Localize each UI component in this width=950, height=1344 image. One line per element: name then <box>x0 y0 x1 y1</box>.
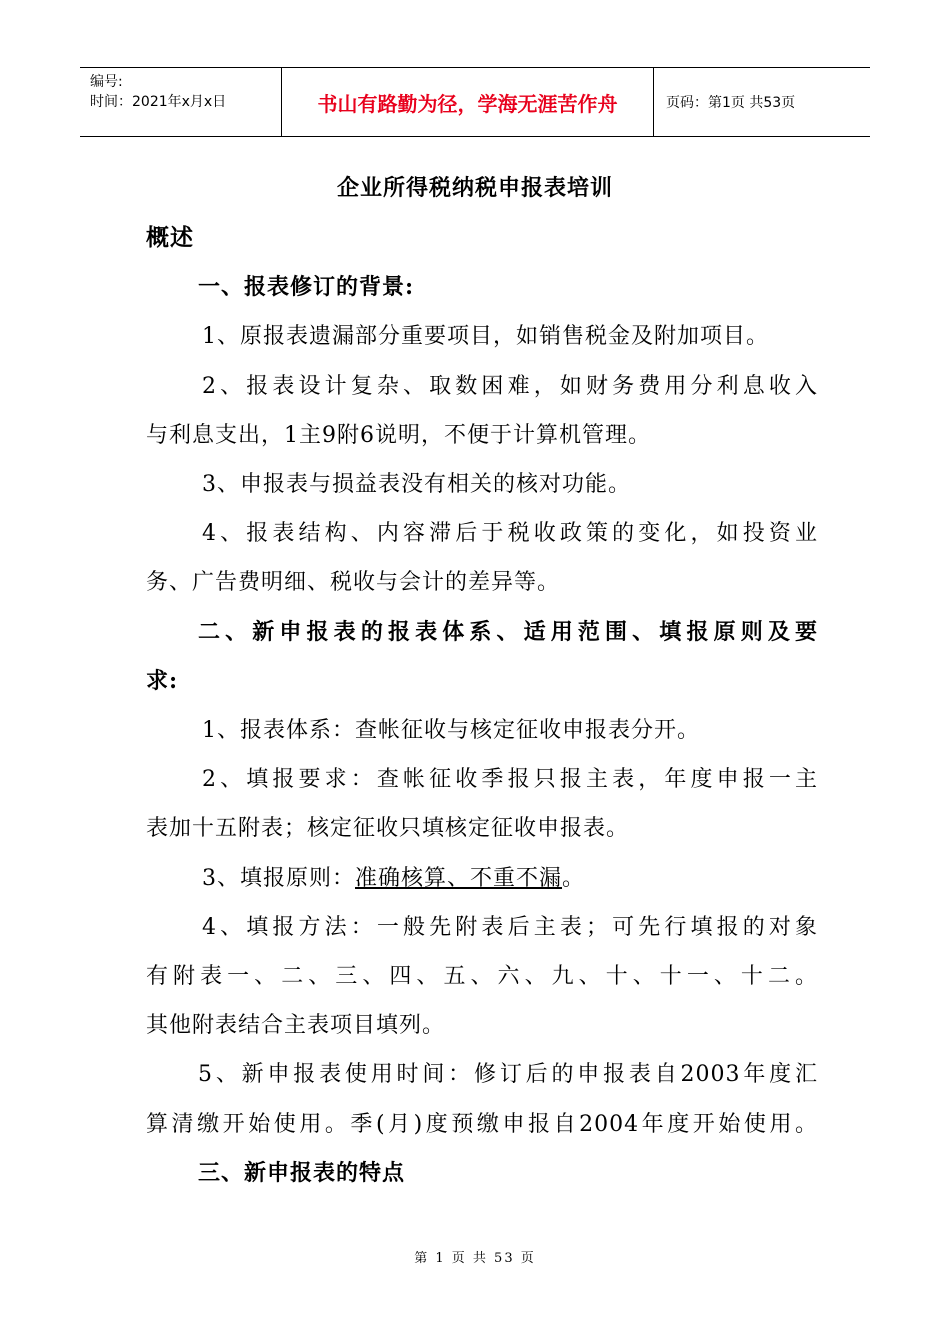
section2-item5-line1: 5、新申报表使用时间：修订后的申报表自2003年度汇 <box>198 1062 818 1088</box>
section2-item4-line2: 有附表一、二、三、四、五、六、九、十、十一、十二。 <box>146 964 818 990</box>
item3-underlined: 准确核算、不重不漏 <box>355 865 563 891</box>
section1-item2-line1: 2、报表设计复杂、取数困难，如财务费用分利息收入 <box>202 373 818 399</box>
section2-item2-line1: 2、填报要求：查帐征收季报只报主表，年度申报一主 <box>202 767 818 793</box>
overview-heading: 概述 <box>146 225 194 251</box>
section2-item4-line1: 4、填报方法：一般先附表后主表；可先行填报的对象 <box>202 914 818 940</box>
item3-suffix: 。 <box>562 865 586 891</box>
section2-item3 <box>146 854 818 903</box>
header-motto <box>282 68 654 136</box>
section2-item1: 1、报表体系：查帐征收与核定征收申报表分开。 <box>202 718 700 744</box>
section1-item2-line2: 与利息支出，1主9附6说明，不便于计算机管理。 <box>146 422 651 448</box>
document-title: 企业所得税纳税申报表培训 <box>336 175 613 201</box>
section2-item5-line2: 算清缴开始使用。季(月)度预缴申报自2004年度开始使用。 <box>146 1111 818 1137</box>
section2-heading-line1: 二、新申报表的报表体系、适用范围、填报原则及要 <box>198 618 818 645</box>
document-body <box>146 214 818 1198</box>
section1-heading: 一、报表修订的背景: <box>198 274 415 301</box>
motto-text: 书山有路勤为径，学海无涯苦作舟 <box>317 91 618 116</box>
header-meta <box>80 68 282 136</box>
section2-item2-line2: 表加十五附表；核定征收只填核定征收申报表。 <box>146 816 630 842</box>
number-label: 编号: <box>90 74 123 90</box>
section2-item4-line3: 其他附表结合主表项目填列。 <box>146 1013 446 1039</box>
page-info-text: 页码：第1页 共53页 <box>666 95 796 111</box>
item3-prefix: 3、填报原则： <box>202 865 355 891</box>
section1-item1: 1、原报表遗漏部分重要项目，如销售税金及附加项目。 <box>202 324 769 350</box>
section1-item4-line2: 务、广告费明细、税收与会计的差异等。 <box>146 570 561 596</box>
header-page-info <box>654 68 870 136</box>
section2-heading-line2: 求: <box>146 667 179 694</box>
page-footer: 第 1 页 共 53 页 <box>414 1251 536 1266</box>
page-header <box>80 67 870 137</box>
section1-item3: 3、申报表与损益表没有相关的核对功能。 <box>202 472 631 498</box>
section3-heading: 三、新申报表的特点 <box>198 1159 406 1186</box>
section1-item4-line1: 4、报表结构、内容滞后于税收政策的变化，如投资业 <box>202 521 818 547</box>
time-label: 时间：2021年x月x日 <box>90 94 227 110</box>
